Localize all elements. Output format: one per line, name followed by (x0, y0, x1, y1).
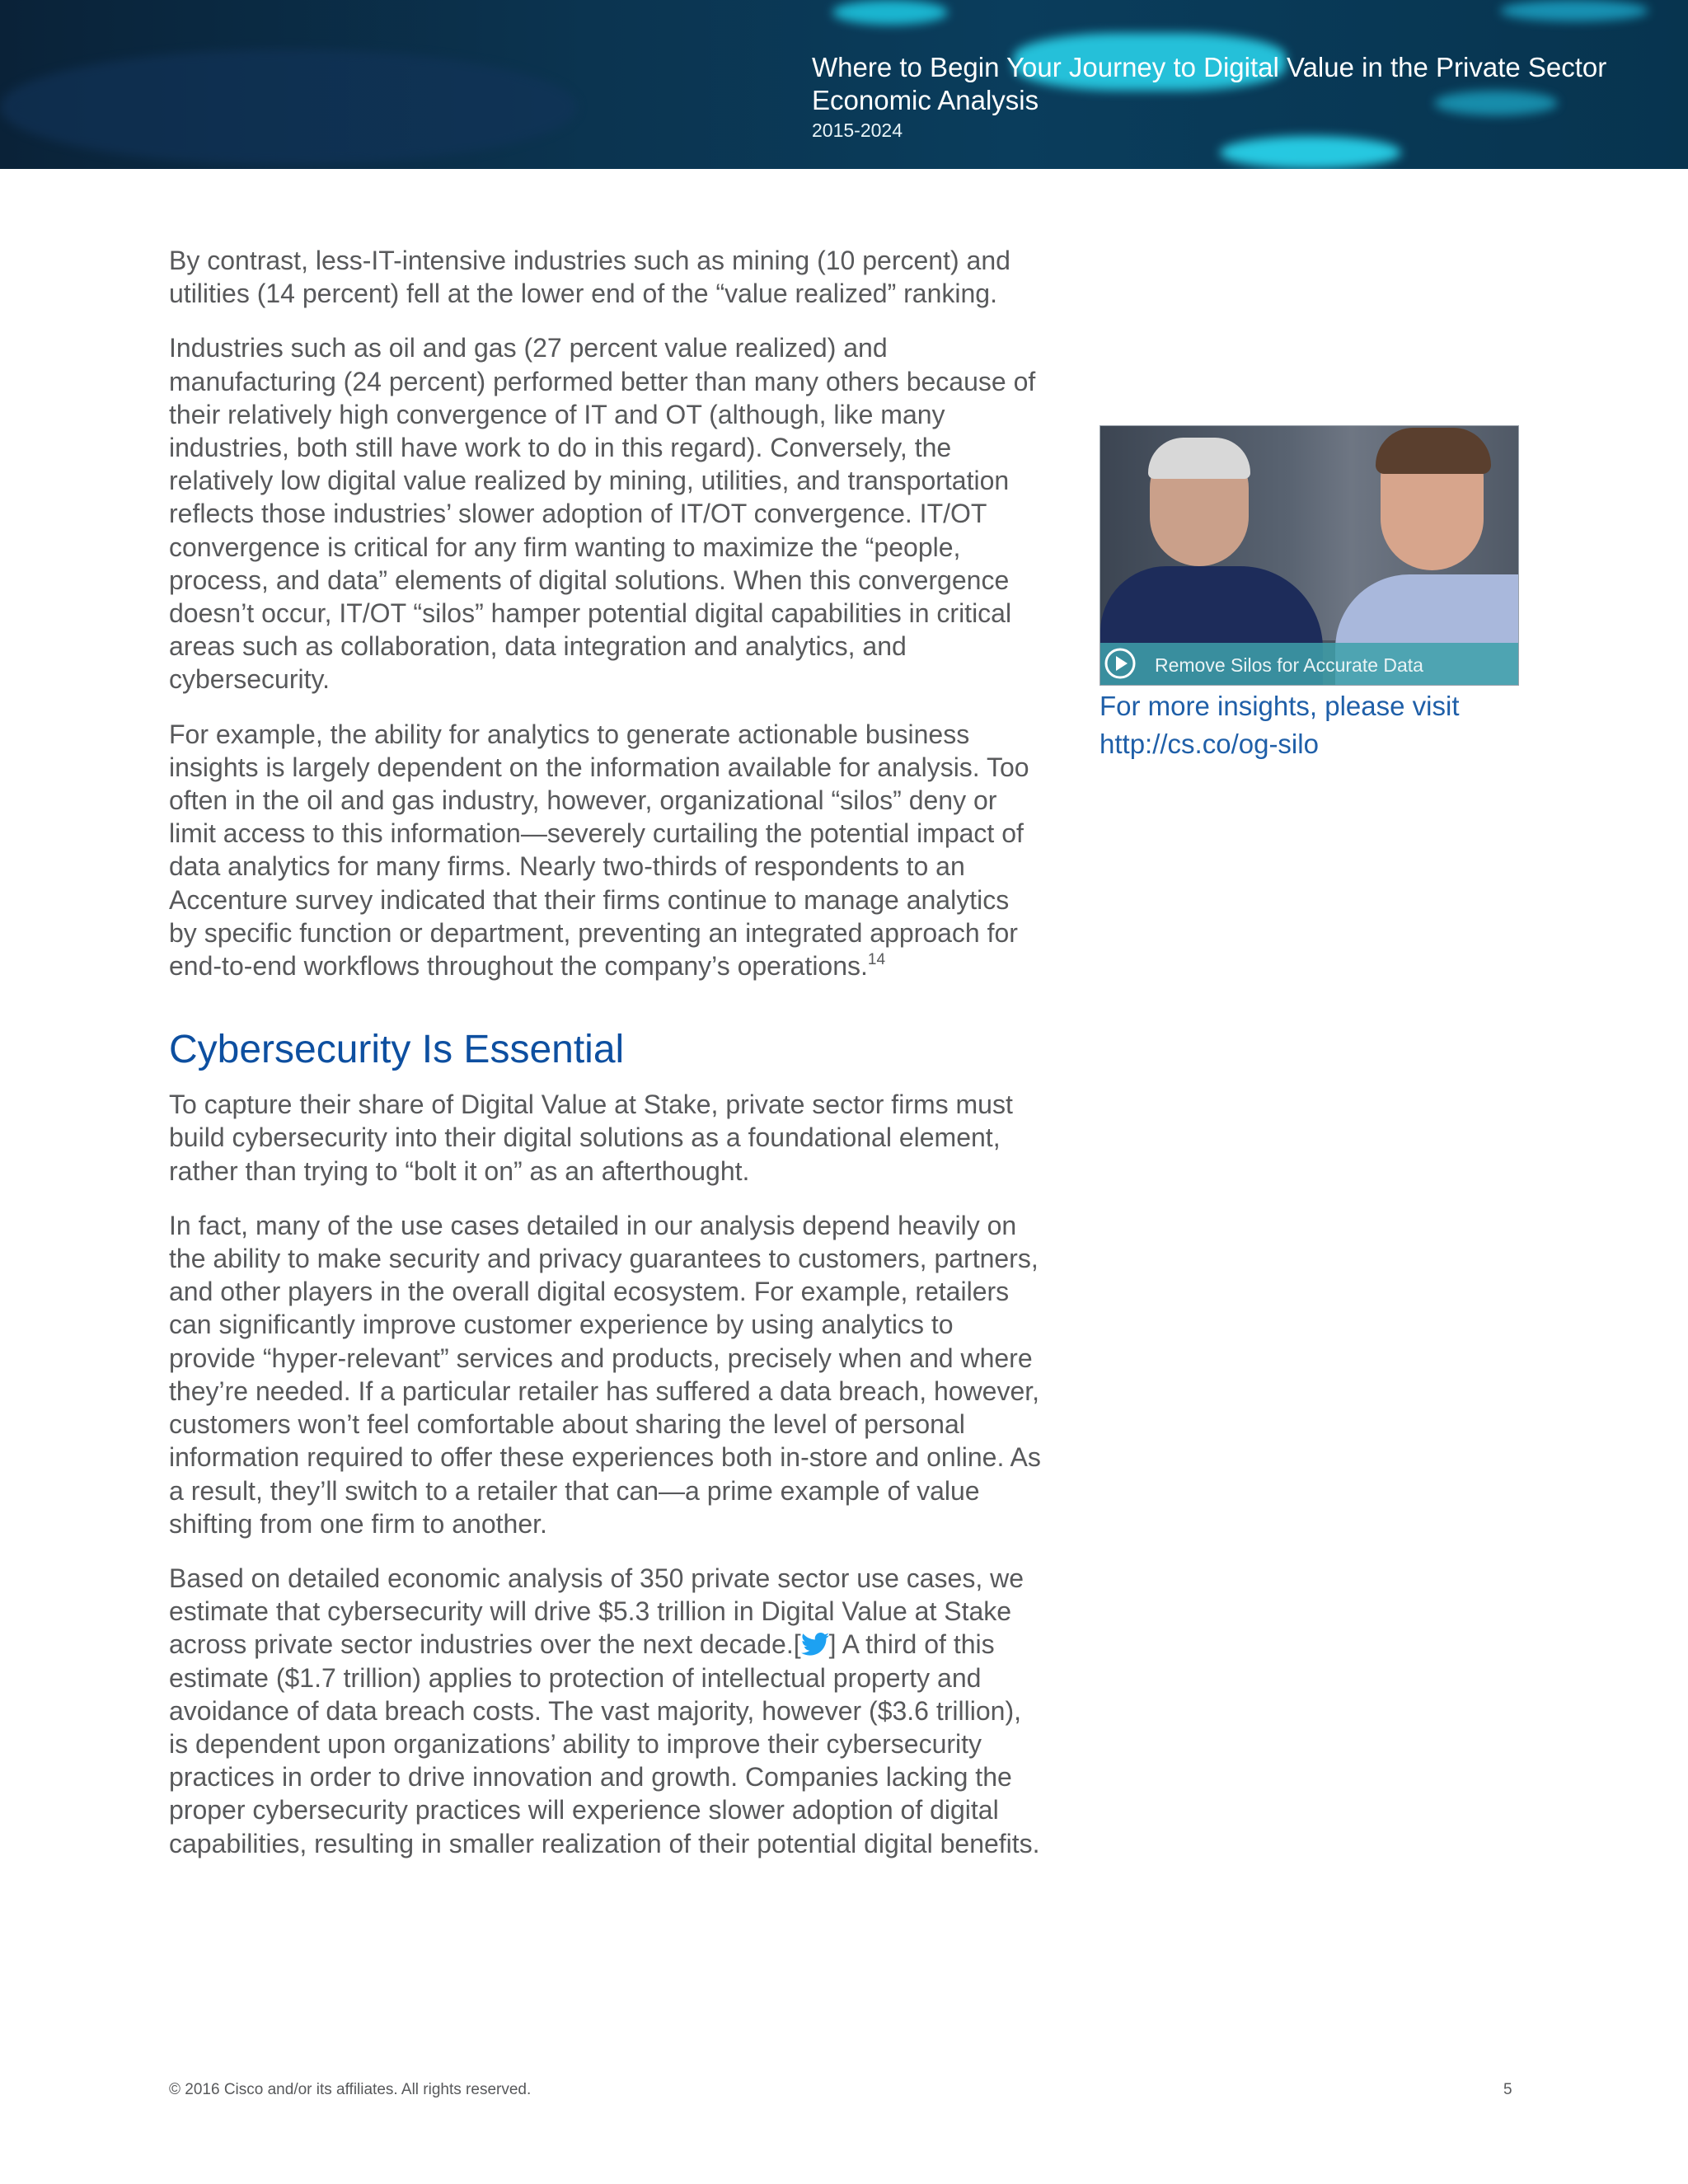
banner-text (812, 51, 1606, 142)
play-icon[interactable] (1104, 647, 1137, 680)
banner-shade (0, 49, 577, 165)
footnote-ref[interactable]: 14 (867, 951, 886, 969)
header-banner (0, 0, 1688, 169)
document-title: Where to Begin Your Journey to Digital Value in the Private Sector (812, 52, 1607, 82)
page-number: 5 (1503, 2081, 1512, 2098)
insights-callout (1100, 687, 1460, 763)
insights-text: For more insights, please visit (1100, 691, 1460, 721)
insights-link[interactable]: http://cs.co/og-silo (1100, 729, 1319, 759)
document-subtitle: Economic Analysis (812, 85, 1039, 115)
person-right-hair (1376, 428, 1491, 474)
main-column (169, 244, 1043, 1882)
person-left-hair (1148, 438, 1250, 479)
paragraph: By contrast, less-IT-intensive industries such as mining (10 percent) and utilities (14 percent) fell at the lower end of the “value realized” ranking. (169, 246, 1010, 309)
paragraph-text: For example, the ability for analytics to generate actionable business insights is largely dependent on the information available for analysis. Too often in the oil and gas industry, however, organizational “silos” deny or limit access to this information—severely curtailing the potential impact of data analytics for many firms. Nearly two-thirds of respondents to an Accenture survey indicated that their firms continue to manage analytics by specific function or department, preventing an integrated approach for end-to-end workflows throughout the company’s operations. (169, 719, 1029, 982)
paragraph (169, 718, 1043, 983)
copyright: © 2016 Cisco and/or its affiliates. All rights reserved. (169, 2081, 532, 2098)
paragraph-text: Based on detailed economic analysis of 350 private sector use cases, we estimate that cybersecurity will drive $5.3 trillion in Digital Value at Stake across private sector industries over the next decade.[ (169, 1563, 1025, 1660)
video-thumbnail[interactable] (1100, 425, 1519, 686)
paragraph-text: ] A third of this estimate ($1.7 trillion) applies to protection of intellectual property and avoidance of data breach costs. The vast majority, however ($3.6 trillion), is dependent upon organizations’ ability to improve their cybersecurity practices in order to drive innovation and growth. Companies lacking the proper cybersecurity practices will experience slower adoption of digital capabilities, resulting in smaller realization of their potential digital benefits. (169, 1629, 1040, 1858)
document-years: 2015-2024 (812, 120, 903, 141)
video-title: Remove Silos for Accurate Data (1155, 654, 1423, 676)
paragraph: Industries such as oil and gas (27 percent value realized) and manufacturing (24 percent) performed better than many others because of their relatively high convergence of IT and OT (although, like many industries, both still have work to do in this regard). Conversely, the relatively low digital value realized by mining, utilities, and transportation reflects those industries’ slower adoption of IT/OT convergence. IT/OT convergence is critical for any firm wanting to maximize the “people, process, and data” elements of digital solutions. When this convergence doesn’t occur, IT/OT “silos” hamper potential digital capabilities in critical areas such as collaboration, data integration and analytics, and cybersecurity. (169, 333, 1036, 695)
section-heading: Cybersecurity Is Essential (169, 1028, 625, 1072)
banner-light (1500, 0, 1648, 21)
paragraph (169, 1562, 1043, 1860)
twitter-icon[interactable] (801, 1631, 829, 1656)
banner-light (832, 0, 948, 25)
paragraph: To capture their share of Digital Value at Stake, private sector firms must build cybersecurity into their digital solutions as a foundational element, rather than trying to “bolt it on” as an afterthought. (169, 1090, 1013, 1186)
paragraph: In fact, many of the use cases detailed in our analysis depend heavily on the ability to make security and privacy guarantees to customers, partners, and other players in the overall digital ecosystem. For example, retailers can significantly improve customer experience by using analytics to provide “hyper-relevant” services and products, precisely when and where they’re needed. If a particular retailer has suffered a data breach, however, customers won’t feel comfortable about sharing the level of personal information required to offer these experiences both in-store and online. As a result, they’ll switch to a retailer that can—a prime example of value shifting from one firm to another. (169, 1210, 1041, 1539)
